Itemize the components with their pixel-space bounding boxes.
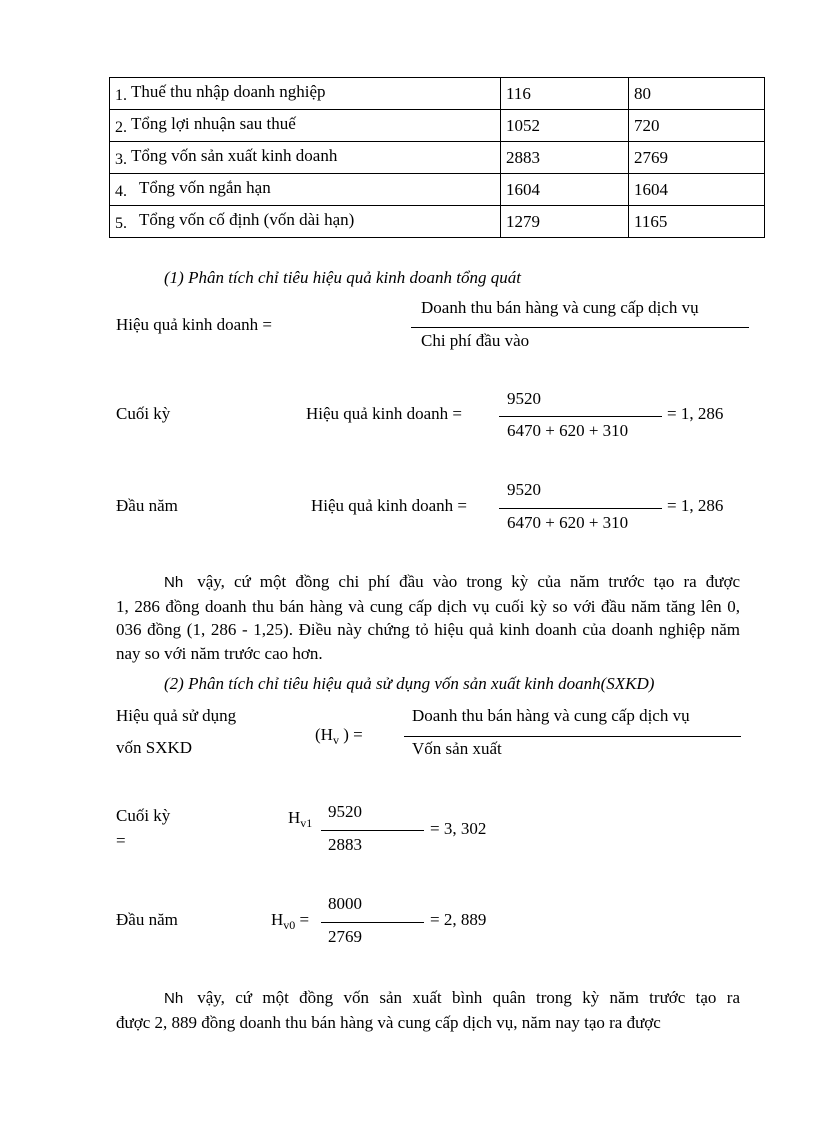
section1-conclusion-first: vậy, cứ một đồng chi phí đầu vào trong kỳ của năm trước tạo ra được (197, 572, 740, 591)
section2-end-fraction-bar (321, 830, 424, 831)
section2-symbol-sub: v (332, 733, 339, 747)
table-cell-label (110, 174, 501, 206)
section2-start-symbol-letter: H (271, 910, 284, 929)
table-cell-value-1: 1052 (501, 110, 629, 142)
section2-conclusion (116, 986, 740, 1034)
section2-end-period: Cuối kỳ (116, 806, 171, 825)
section1-end-fraction-bar (499, 416, 662, 417)
row-label: Tổng vốn ngắn hạn (139, 178, 271, 197)
section2-formula-denominator: Vốn sản xuất (412, 739, 502, 758)
section2-end-symbol-sub: v1 (300, 816, 313, 830)
table-row (110, 78, 765, 110)
section2-conclusion-line1 (116, 986, 740, 1011)
section1-start-numerator: 9520 (507, 480, 541, 499)
section2-start-result: = 2, 889 (430, 910, 487, 929)
table-cell-value-2: 2769 (629, 142, 765, 174)
section2-start-symbol-sub: v0 (283, 918, 296, 932)
row-number: 1. (115, 87, 127, 104)
section1-start-label: Hiệu quả kinh doanh = (311, 496, 467, 515)
section2-heading: (2) Phân tích chỉ tiêu hiệu quả sử dụng vốn sản xuất kinh doanh(SXKD) (164, 674, 655, 693)
table-cell-label (110, 78, 501, 110)
table-cell-value-2: 1604 (629, 174, 765, 206)
section1-conclusion-lead: Nh (164, 574, 184, 591)
section2-label-line1: Hiệu quả sử dụng (116, 706, 237, 725)
table-cell-value-1: 2883 (501, 142, 629, 174)
section2-formula-numerator: Doanh thu bán hàng và cung cấp dịch vụ (412, 706, 690, 725)
section2-start-symbol (271, 910, 309, 933)
section2-conclusion-lead: Nh (164, 990, 184, 1007)
section2-end-eq: = (116, 831, 126, 850)
section1-end-label: Hiệu quả kinh doanh = (306, 404, 462, 423)
section2-symbol (315, 725, 363, 748)
table-cell-label (110, 110, 501, 142)
section2-start-eq: = (295, 910, 310, 929)
table-row (110, 206, 765, 238)
row-number: 3. (115, 151, 127, 168)
row-number: 2. (115, 119, 127, 136)
section1-start-fraction-bar (499, 508, 662, 509)
table-cell-label (110, 142, 501, 174)
section1-end-numerator: 9520 (507, 389, 541, 408)
section1-formula-label: Hiệu quả kinh doanh = (116, 315, 272, 334)
table-cell-value-2: 1165 (629, 206, 765, 238)
row-label: Tổng vốn cố định (vốn dài hạn) (139, 210, 355, 229)
section2-end-symbol (288, 808, 312, 831)
indicator-table (109, 77, 765, 238)
section1-fraction-bar (411, 327, 749, 328)
section2-end-symbol-letter: H (288, 808, 301, 827)
section2-start-fraction-bar (321, 922, 424, 923)
section1-start-period: Đầu năm (116, 496, 178, 515)
section1-conclusion (116, 570, 740, 665)
table-cell-value-1: 1604 (501, 174, 629, 206)
section2-start-numerator: 8000 (328, 894, 362, 913)
section1-conclusion-rest: 1, 286 đồng doanh thu bán hàng và cung cấp dịch vụ cuối kỳ so với đầu năm tăng lên 0, 036 đồng (1, 286 - 1,25). Điều này chứng tỏ hiệu quả kinh doanh của doanh nghiệp năm nay so với năm trước cao hơn. (116, 596, 740, 663)
row-label: Tổng lợi nhuận sau thuế (131, 114, 296, 133)
table-row (110, 110, 765, 142)
row-number: 4. (115, 183, 127, 200)
table-cell-value-1: 116 (501, 78, 629, 110)
section1-conclusion-line1 (116, 570, 740, 595)
row-label: Thuế thu nhập doanh nghiệp (131, 82, 326, 101)
section1-heading: (1) Phân tích chỉ tiêu hiệu quả kinh doanh tổng quát (164, 268, 521, 287)
row-label: Tổng vốn sản xuất kinh doanh (131, 146, 338, 165)
table-row (110, 174, 765, 206)
section1-end-denominator: 6470 + 620 + 310 (507, 421, 629, 440)
section2-end-result: = 3, 302 (430, 819, 487, 838)
section1-end-result: = 1, 286 (667, 404, 724, 423)
section1-end-period: Cuối kỳ (116, 404, 171, 423)
section2-symbol-open: (H (315, 725, 333, 744)
section2-start-denominator: 2769 (328, 927, 362, 946)
section1-start-denominator: 6470 + 620 + 310 (507, 513, 629, 532)
section2-end-numerator: 9520 (328, 802, 362, 821)
section2-fraction-bar (404, 736, 741, 737)
table-cell-label (110, 206, 501, 238)
section1-formula-denominator: Chi phí đầu vào (421, 331, 530, 350)
section1-formula-numerator: Doanh thu bán hàng và cung cấp dịch vụ (421, 298, 699, 317)
table-cell-value-1: 1279 (501, 206, 629, 238)
section1-start-result: = 1, 286 (667, 496, 724, 515)
row-number: 5. (115, 215, 127, 232)
section2-start-period: Đầu năm (116, 910, 178, 929)
section2-conclusion-rest: được 2, 889 đồng doanh thu bán hàng và cung cấp dịch vụ, năm nay tạo ra được (116, 1012, 661, 1032)
table-row (110, 142, 765, 174)
section2-symbol-close: ) = (338, 725, 363, 744)
section2-end-denominator: 2883 (328, 835, 362, 854)
table-cell-value-2: 720 (629, 110, 765, 142)
section2-label-line2: vốn SXKD (116, 738, 193, 757)
table-cell-value-2: 80 (629, 78, 765, 110)
section2-conclusion-first: vậy, cứ một đồng vốn sản xuất bình quân trong kỳ năm trước tạo ra (197, 988, 740, 1007)
